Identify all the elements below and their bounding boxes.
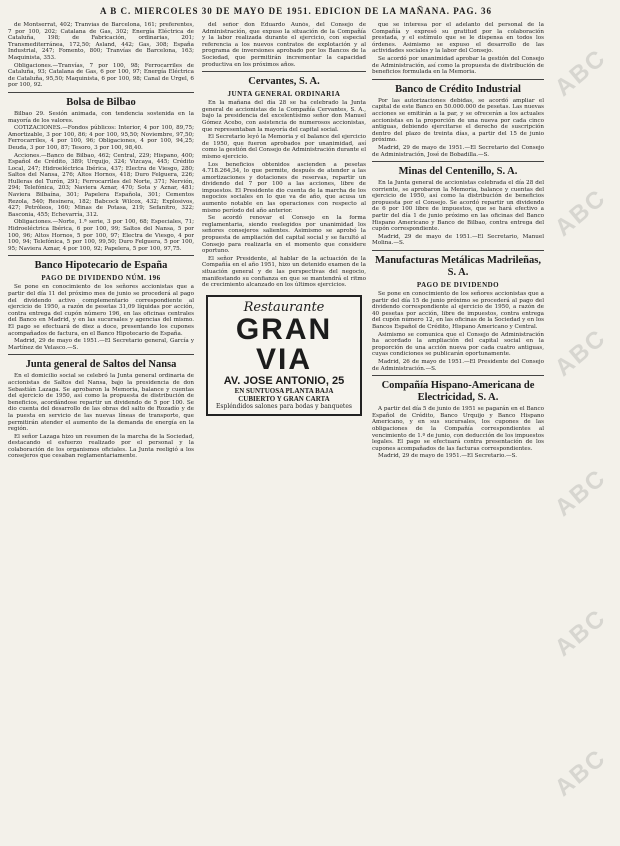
ad-line: CUBIERTO Y GRAN CARTA (238, 394, 330, 403)
text-paragraph: En la mañana del día 28 se ha celebrado la Junta general de accionistas de la Compañía Cervantes, S. A., bajo la presidencia del excelentísimo señor don Manuel Gómez Acebo, con asistencia de numerosos accionistas, que representaban la mayoría del capital social. (202, 100, 366, 133)
text-paragraph: que se interesa por el adelanto del personal de la Compañía y expresó su gratitud por la colaboración prestada, y el estímulo que se le dispensa en todos los órdenes. Asimismo se expuso el desarrollo de las actividades sociales y la labor del Consejo. (372, 22, 544, 55)
abc-watermark: ABC (549, 43, 612, 102)
section-title-cervantes: Cervantes, S. A. (248, 76, 320, 88)
column-1 (8, 22, 194, 840)
ad-address: AV. JOSE ANTONIO, 25 (223, 374, 345, 387)
abc-watermark: ABC (549, 183, 612, 242)
section-subtitle: JUNTA GENERAL ORDINARIA (227, 90, 341, 99)
section-title-minas-centenillo: Minas del Centenillo, S. A. (398, 166, 518, 178)
text-paragraph: Se pone en conocimiento de los señores accionistas que a partir del día 15 de junio próximo se procederá al pago del dividendo correspondiente al ejercicio de 1950, a razón de 40 pesetas por acción, libre de impuestos, contra entrega del cupón número 12, en las oficinas de la Sociedad y en los Bancos Español de Crédito, Hispano Americano y Central. (372, 291, 544, 330)
text-paragraph: Bilbao 29. Sesión animada, con tendencia sostenida en la mayoría de los valores. (8, 110, 194, 124)
text-paragraph: Los beneficios obtenidos ascienden a pesetas 4.718.264,34, lo que permite, después de atender a las amortizaciones y dotaciones de reservas, repartir un dividendo del 7 por 100 a las acciones, libre de impuestos. El Presidente dio cuenta de la marcha de los negocios sociales en lo que va de año, que acusa un aumento notable en las operaciones con respecto al mismo período del año anterior. (202, 161, 366, 214)
text-paragraph: A partir del día 5 de junio de 1951 se pagarán en el Banco Español de Crédito, Banco Urquijo y Banco Hispano Americano, y en sus sucursales, los cupones de las obligaciones de la Compañía correspondientes al vencimiento de 1.º de junio, con deducción de los impuestos legales. El pago se efectuará contra presentación de los cupones acompañados de las facturas correspondientes. (372, 406, 544, 452)
signature-line: Madrid, 29 de mayo de 1951.—El Secretario del Consejo de Administración, José de Bobadilla.—S. (372, 144, 544, 158)
divider (372, 79, 544, 80)
text-paragraph: En el domicilio social se celebró la Junta general ordinaria de accionistas de Saltos del Nansa, bajo la presidencia de don Sebastián Lazaga. Se aprobaron la Memoria, balance y cuentas del ejercicio de 1950, así como la propuesta de distribución de beneficios, acordándose repartir un dividendo de 5 por 100. Se dio cuenta del desarrollo de las obras del salto de Rozadío y de la puesta en servicio de las nuevas líneas de transporte, que permitirán atender el aumento de la demanda de energía en la región. (8, 373, 194, 433)
divider (8, 92, 194, 93)
text-paragraph: Se pone en conocimiento de los señores accionistas que a partir del día 11 del próximo mes de junio se procederá al pago del dividendo activo complementario correspondiente al ejercicio de 1950, a razón de pesetas 31,09 líquidas por acción, contra entrega del cupón número 196, en las oficinas centrales del Banco en Madrid, y en las sucursales y agencias del mismo. El pago se efectuará de diez a doce, presentando los cupones acompañados de factura, en el Banco Hipotecario de España. (8, 284, 194, 337)
signature-line: Madrid, 29 de mayo de 1951.—El Secretario general, García y Martínez de Velasco.—S. (8, 338, 194, 351)
text-paragraph: Se acordó por unanimidad aprobar la gestión del Consejo de Administración, así como la propuesta de distribución de beneficios formulada en la Memoria. (372, 55, 544, 76)
section-subtitle: PAGO DE DIVIDENDO (416, 281, 500, 290)
text-paragraph: Asimismo se comunica que el Consejo de Administración ha acordado la ampliación del capital social en la proporción de una acción nueva por cada cuatro antiguas, cuyas condiciones se publicarán oportunamente. (372, 331, 544, 358)
divider (372, 250, 544, 251)
ad-restaurant-name: GRAN VIA (235, 312, 333, 376)
section-title-bolsa-bilbao: Bolsa de Bilbao (66, 96, 136, 108)
section-title-banco-hipotecario: Banco Hipotecario de España (34, 260, 168, 272)
section-title-manufacturas: Manufacturas Metálicas Madrileñas, S. A. (375, 255, 541, 279)
divider (8, 354, 194, 355)
watermark-strip (548, 0, 620, 846)
divider (372, 161, 544, 162)
section-subtitle: PAGO DE DIVIDENDO NÚM. 196 (41, 274, 161, 283)
text-paragraph: El señor Presidente, al hablar de la actuación de la Compañía en el año 1951, hizo un detenido examen de la situación general y de las perspectivas del negocio, manifestando su confianza en que se mantendrá el ritmo de crecimiento alcanzado en los últimos ejercicios. (202, 255, 366, 289)
section-title-credito-industrial: Banco de Crédito Industrial (395, 83, 521, 95)
text-paragraph: Por las autorizaciones debidas, se acordó ampliar el capital de este Banco en 50.000.000 de pesetas. Las nuevas acciones se emitirán a la par, y se ofrecerán a los actuales accionistas en la proporción de una nueva por cada cinco antiguas, debiendo ejercitarse el derecho de suscripción dentro del plazo de treinta días, a partir del 15 de junio próximo. (372, 97, 544, 144)
abc-watermark: ABC (549, 743, 612, 802)
ad-line: EN SUNTUOSA PLANTA BAJA (234, 386, 334, 395)
text-paragraph: del señor don Eduardo Aunós, del Consejo de Administración, que expuso la situación de la Compañía y la labor realizada durante el ejercicio, con especial referencia a los nuevos contratos de explotación y al programa de inversiones aprobado por los Bancos de la Sociedad, que permitirán incrementar la capacidad productiva en los próximos años. (202, 22, 366, 68)
restaurant-advertisement (206, 295, 362, 416)
divider (372, 375, 544, 376)
text-paragraph: Obligaciones.—Tranvías, 7 por 100, 98; Ferrocarriles de Cataluña, 93; Catalana de Gas, 6 por 100, 97; Energía Eléctrica de Cataluña, 95,50; Maquinista, 6 por 100, 98; Canal de Urgel, 6 por 100, 92. (8, 62, 194, 89)
text-paragraph: El señor Lazaga hizo un resumen de la marcha de la Sociedad, destacando el esfuerzo realizado por el personal y la colaboración de los organismos oficiales. La Junta reeligió a los consejeros que cesaban reglamentariamente. (8, 433, 194, 460)
abc-watermark: ABC (549, 323, 612, 382)
text-paragraph: Obligaciones.—Norte, 1.ª serie, 3 por 100, 68; Especiales, 71; Hidroeléctrica Ibérica, 6 por 100, 99; Saltos del Nansa, 5 por 100, 96; Altos Hornos, 5 por 100, 97; Electra de Viesgo, 4 por 100, 94; Telefónica, 5 por 100, 99,50; Duro Felguera, 5 por 100, 95; Naviera Aznar, 4 por 100, 92; Papelera, 5 por 100, 97,75. (8, 219, 194, 252)
text-paragraph: COTIZACIONES.—Fondos públicos: Interior, 4 por 100, 89,75; Amortizable, 3 por 100, 86; 4 por 100, 95,50; Noviembre, 97,50; Ferrocarriles, 4 por 100, 96; Obligaciones, 4 por 100, 94,25; Deuda, 3 por 100, 87; Tesoro, 3 por 100, 98,40. (8, 125, 194, 151)
section-title-saltos-nansa: Junta general de Saltos del Nansa (25, 359, 177, 371)
text-paragraph: El Secretario leyó la Memoria y el balance del ejercicio de 1950, que fueron aprobados por unanimidad, así como la gestión del Consejo de Administración durante el mismo ejercicio. (202, 134, 366, 160)
text-paragraph: Acciones.—Banco de Bilbao, 462; Central, 229; Hispano, 400; Español de Crédito, 389; Urquijo, 324; Vizcaya, 445; Crédito Local, 247; Hidroeléctrica Ibérica, 437; Electra de Viesgo, 280; Saltos del Nansa, 276; Altos Hornos, 418; Duro Felguera, 226; Hulleras del Turón, 291; Ferrocarriles del Norte, 371; Nervión, 294; Telefónica, 203; Naviera Aznar, 470; Sota y Aznar, 481; Naviera Bilbaína, 301; Papelera Española, 301; Cementos Rezola, 540; Resinera, 182; Babcock Wilcox, 432; Explosivos, 427; Petróleos, 160; Minas de Potasa, 219; Sefanitro, 322; Basconia, 455; Echevarría, 312. (8, 152, 194, 218)
text-paragraph: En la Junta general de accionistas celebrada el día 28 del corriente, se aprobaron la Memoria, balance y cuentas del ejercicio de 1950, así como la distribución de beneficios propuesta por el Consejo. Se acordó repartir un dividendo de 6 por 100 libre de impuestos, que se hará efectivo a partir del día 1 de junio próximo en las oficinas del Banco Hispano Americano y Banco de Bilbao, contra entrega del cupón correspondiente. (372, 180, 544, 233)
divider (8, 255, 194, 256)
column-2 (202, 22, 366, 840)
text-paragraph: Se acordó renovar el Consejo en la forma reglamentaria, siendo reelegidos por unanimidad los señores consejeros salientes. Asimismo se aprobó la propuesta de ampliación del capital social y se facultó al Consejo para realizarla en el momento que considere oportuno. (202, 215, 366, 255)
abc-watermark: ABC (549, 463, 612, 522)
signature-line: Madrid, 29 de mayo de 1951.—El Secretario, Manuel Molina.—S. (372, 233, 544, 247)
abc-watermark: ABC (549, 603, 612, 662)
text-paragraph: de Montserrat, 402; Tranvías de Barcelona, 161; preferentes, 7 por 100, 202; Catalana de Gas, 302; Energía Eléctrica de Cataluña, 198; de Fabricación, ordinarias, 201; Transmediterránea, 172,50; Asland, 442; Gas, 308; España Industrial, 247; Fomento, 800; Tranvías de Barcelona, 163; Maquinista, 353. (8, 22, 194, 61)
section-title-hispano-americana: Compañía Hispano-Americana de Electricidad, S. A. (381, 380, 535, 404)
column-3 (372, 22, 544, 840)
signature-line: Madrid, 29 de mayo de 1951.—El Secretario.—S. (378, 453, 518, 460)
divider (202, 71, 366, 72)
page-header: A B C. MIERCOLES 30 DE MAYO DE 1951. EDICION DE LA MAÑANA. PAG. 36 (100, 6, 493, 16)
ad-line: Espléndidos salones para bodas y banquetes (216, 402, 352, 410)
ad-script-title: Restaurante (243, 299, 325, 315)
signature-line: Madrid, 26 de mayo de 1951.—El Presidente del Consejo de Administración.—S. (372, 358, 544, 372)
